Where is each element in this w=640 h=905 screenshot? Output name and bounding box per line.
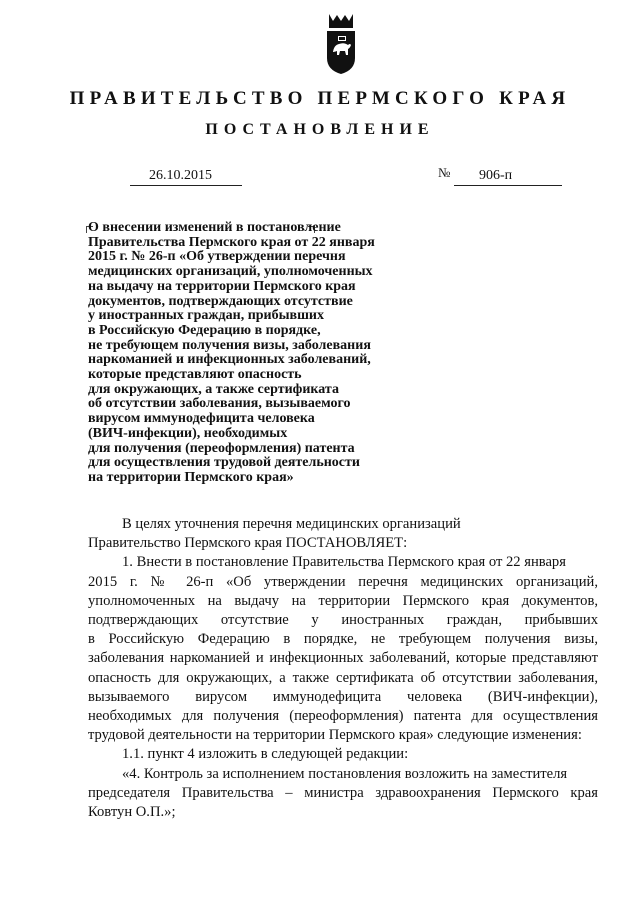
body-line: Правительство Пермского края ПОСТАНОВЛЯЕТ: — [88, 535, 408, 552]
subject-line: которые представляют опасность — [88, 367, 302, 383]
subject-line: медицинских организаций, уполномоченных — [88, 264, 373, 280]
body-line: Ковтун О.П.»; — [88, 804, 176, 821]
body-line: председателя Правительства – министра здравоохранения Пермского края — [88, 784, 598, 801]
subject-line: наркоманией и инфекционных заболеваний, — [88, 352, 371, 368]
decree-subject — [88, 221, 418, 486]
subject-line: в Российскую Федерацию в порядке, — [88, 322, 321, 338]
government-title: ПРАВИТЕЛЬСТВО ПЕРМСКОГО КРАЯ — [69, 88, 571, 109]
decree-number: 906-п — [479, 168, 513, 183]
decree-date: 26.10.2015 — [149, 168, 212, 183]
subject-line: для получения (переоформления) патента — [88, 440, 355, 456]
body-line: заболевания наркоманией и инфекционных заболеваний, которые представляют — [88, 650, 598, 667]
decree-number-label: № — [438, 165, 451, 180]
subject-line: (ВИЧ-инфекции), необходимых — [88, 425, 288, 441]
decree-number-field — [454, 165, 562, 186]
subject-line: на выдачу на территории Пермского края — [88, 278, 356, 294]
subject-line: для осуществления трудовой деятельности — [88, 455, 360, 471]
body-line: уполномоченных на выдачу на территории Пермского края документов, — [88, 592, 598, 609]
subject-line: для окружающих, а также сертификата — [88, 381, 339, 397]
body-line: трудовой деятельности на территории Пермского края» следующие изменения: — [88, 727, 582, 744]
subject-line: 2015 г. № 26-п «Об утверждении перечня — [88, 249, 346, 265]
body-line: опасность для окружающих, а также сертификата об отсутствии заболевания, — [88, 669, 598, 686]
body-line: «4. Контроль за исполнением постановления возложить на заместителя — [122, 765, 568, 782]
body-line: 1. Внести в постановление Правительства Пермского края от 22 января — [122, 554, 566, 571]
subject-line: О внесении изменений в постановление — [88, 220, 341, 235]
body-line: необходимых для получения (переоформления) патента для осуществления — [88, 708, 598, 725]
subject-line: Правительства Пермского края от 22 января — [88, 234, 375, 250]
subject-line: не требующем получения визы, заболевания — [88, 337, 371, 353]
body-line: подтверждающих отсутствие у иностранных граждан, прибывших — [88, 612, 598, 629]
body-line: вызываемого вирусом иммунодефицита человека (ВИЧ-инфекции), — [88, 688, 598, 705]
subject-line: об отсутствии заболевания, вызываемого — [88, 396, 351, 412]
body-line: в Российскую Федерацию в порядке, не требующем получения визы, — [88, 631, 598, 648]
decree-body — [88, 515, 598, 822]
subject-line: документов, подтверждающих отсутствие — [88, 293, 353, 309]
coat-of-arms-icon — [324, 12, 358, 76]
body-line: В целях уточнения перечня медицинских организаций — [122, 516, 461, 532]
subject-line: у иностранных граждан, прибывших — [88, 308, 324, 324]
body-line: 2015 г. № 26-п «Об утверждении перечня медицинских организаций, — [88, 573, 598, 590]
decree-date-field — [130, 165, 242, 186]
subject-line: на территории Пермского края» — [88, 469, 294, 485]
decree-title: ПОСТАНОВЛЕНИЕ — [205, 121, 435, 138]
body-line: 1.1. пункт 4 изложить в следующей редакции: — [122, 746, 409, 763]
subject-line: вирусом иммунодефицита человека — [88, 411, 315, 427]
